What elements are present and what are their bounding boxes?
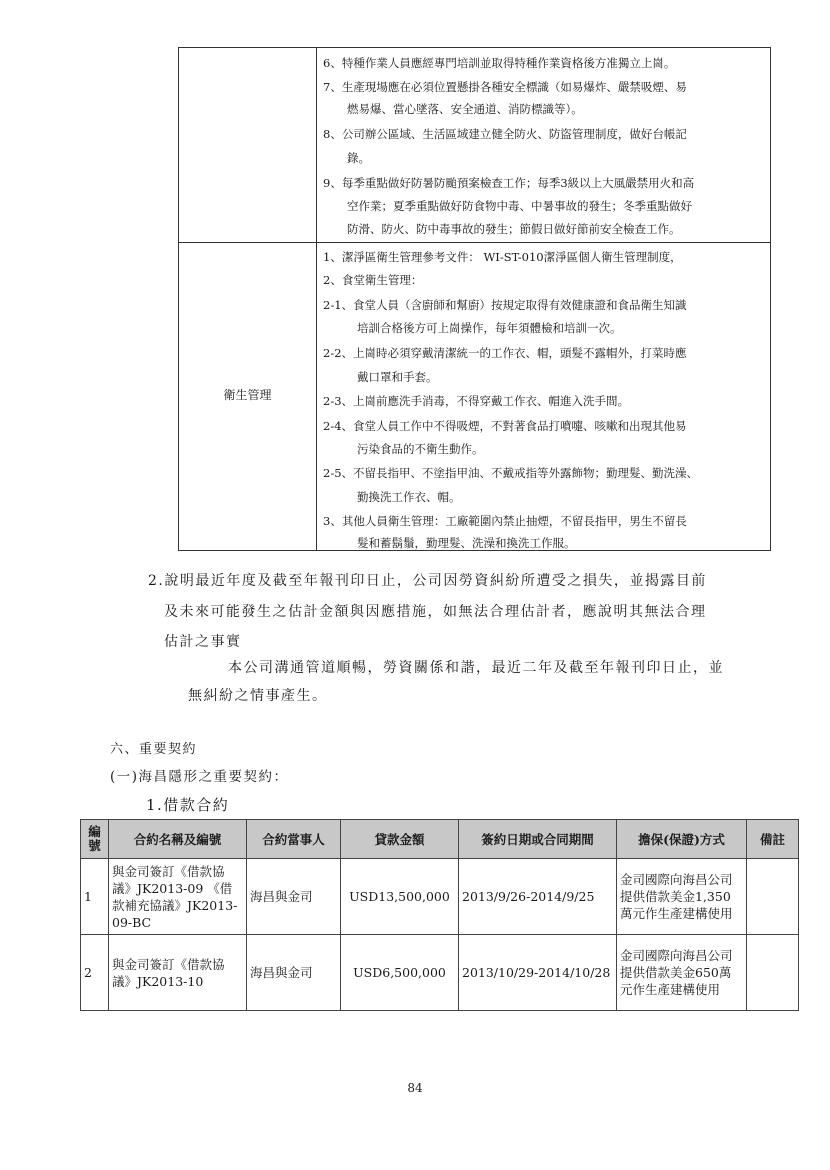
body-text-line: 本公司溝通管道順暢，勞資關係和諧，最近二年及截至年報刊印日止，並 — [228, 660, 724, 676]
hygiene-item: 髮和蓄鬍鬚，勤理髮、洗澡和換洗工作服。 — [357, 536, 576, 550]
header-period: 簽約日期或合同期間 — [459, 820, 617, 859]
table-divider — [316, 48, 317, 550]
section-heading-line: 及未來可能發生之估計金額與因應措施，如無法合理估計者，應說明其無法合理 — [164, 604, 707, 620]
item-title: 1.借款合約 — [146, 796, 230, 814]
safety-item: 燃易爆、當心墜落、安全通道、消防標識等）。 — [347, 102, 583, 116]
header-number: 編號 — [81, 820, 109, 859]
cell-party: 海昌與金司 — [247, 859, 341, 935]
hygiene-item: 2、食堂衛生管理： — [323, 273, 423, 287]
cell-guarantee: 金司國際向海昌公司提供借款美金1,350萬元作生產建構使用 — [617, 859, 747, 935]
cell-period: 2013/10/29-2014/10/28 — [459, 935, 617, 1011]
hygiene-item: 2-4、食堂人員工作中不得吸煙，不對著食品打噴嚏、咳嗽和出現其他易 — [323, 419, 687, 433]
cell-contract: 與金司簽訂《借款協議》JK2013-09 《借款補充協議》JK2013-09-BC — [109, 859, 247, 935]
cell-contract: 與金司簽訂《借款協議》JK2013-10 — [109, 935, 247, 1011]
section-heading-line: 估計之事實 — [164, 634, 242, 650]
hygiene-item: 污染食品的不衛生動作。 — [357, 442, 484, 456]
hygiene-item: 戴口罩和手套。 — [357, 370, 438, 384]
header-amount: 貸款金額 — [341, 820, 459, 859]
cell-period: 2013/9/26-2014/9/25 — [459, 859, 617, 935]
management-table — [178, 47, 771, 551]
body-text-line: 無糾紛之情事產生。 — [188, 688, 328, 704]
cell-remark — [747, 859, 799, 935]
hygiene-item: 2-3、上崗前應洗手消毒，不得穿戴工作衣、帽進入洗手間。 — [323, 394, 630, 408]
safety-item: 空作業；夏季重點做好防食物中毒、中暑事故的發生；冬季重點做好 — [347, 199, 692, 213]
cell-party: 海昌與金司 — [247, 935, 341, 1011]
safety-item: 錄。 — [347, 151, 370, 165]
hygiene-item: 培訓合格後方可上崗操作，每年須體檢和培訓一次。 — [357, 321, 622, 335]
section-title: 六、重要契約 — [110, 742, 198, 757]
section-subtitle: (一)海昌隱形之重要契約： — [110, 769, 289, 785]
header-remark: 備註 — [747, 820, 799, 859]
header-contract-name: 合約名稱及編號 — [109, 820, 247, 859]
safety-item: 6、特種作業人員應經專門培訓並取得特種作業資格後方准獨立上崗。 — [323, 56, 676, 70]
safety-item: 7、生產現場應在必須位置懸掛各種安全標識（如易爆炸、嚴禁吸煙、易 — [323, 80, 687, 94]
hygiene-item: 勤換洗工作衣、帽。 — [357, 490, 461, 504]
cell-guarantee: 金司國際向海昌公司提供借款美金650萬元作生產建構使用 — [617, 935, 747, 1011]
table-header-row — [81, 820, 799, 859]
header-guarantee: 擔保(保證)方式 — [617, 820, 747, 859]
cell-amount: USD6,500,000 — [341, 935, 459, 1011]
cell-amount: USD13,500,000 — [341, 859, 459, 935]
hygiene-item: 2-2、上崗時必須穿戴清潔統一的工作衣、帽，頭髮不露帽外，打菜時應 — [323, 346, 687, 360]
hygiene-item: 2-1、食堂人員（含廚師和幫廚）按規定取得有效健康證和食品衛生知識 — [323, 298, 687, 312]
hygiene-item: 2-5、不留長指甲、不塗指甲油、不戴戒指等外露飾物；勤理髮、勤洗澡、 — [323, 466, 699, 480]
hygiene-item: 1、潔淨區衛生管理參考文件： WI-ST-010潔淨區個人衛生管理制度， — [323, 250, 682, 264]
page-number: 84 — [407, 1081, 423, 1095]
table-row-divider — [179, 242, 770, 243]
safety-item: 防滑、防火、防中毒事故的發生；節假日做好節前安全檢查工作。 — [347, 222, 681, 236]
hygiene-item: 3、其他人員衛生管理：工廠範圍內禁止抽煙，不留長指甲，男生不留長 — [323, 514, 687, 528]
table-row — [81, 935, 799, 1011]
section-heading-line: 2.說明最近年度及截至年報刊印日止，公司因勞資糾紛所遭受之損失，並揭露目前 — [148, 573, 707, 589]
safety-item: 9、每季重點做好防暑防颱預案檢查工作；每季3級以上大風嚴禁用火和高 — [323, 176, 695, 190]
table-row — [81, 859, 799, 935]
loan-contract-table — [80, 819, 799, 1011]
cell-number: 2 — [81, 935, 109, 1011]
header-party: 合約當事人 — [247, 820, 341, 859]
cell-number: 1 — [81, 859, 109, 935]
safety-item: 8、公司辦公區域、生活區域建立健全防火、防盜管理制度，做好台帳記 — [323, 127, 687, 141]
hygiene-label: 衛生管理 — [223, 388, 272, 402]
cell-remark — [747, 935, 799, 1011]
